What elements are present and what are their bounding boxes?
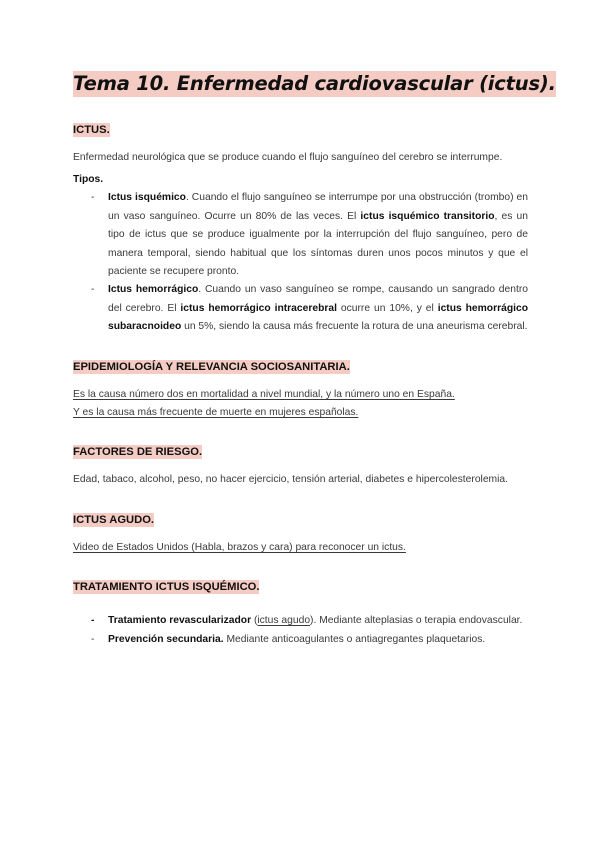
tipos-list	[73, 189, 528, 336]
ictus-definition: Enfermedad neurológica que se produce cuando el flujo sanguíneo del cerebro se interrumpe.	[73, 152, 503, 163]
list-item-prevencion	[73, 631, 528, 649]
term-ictus-hemorragico: Ictus hemorrágico	[108, 284, 199, 296]
list-item-hemorragico	[73, 281, 528, 336]
section-heading-ictus-agudo: ICTUS AGUDO.	[73, 513, 155, 526]
hemorragico-text-2: ocurre un 10%, y el	[337, 302, 438, 314]
epidemiologia-line-1[interactable]	[73, 386, 528, 404]
title-block	[73, 72, 556, 98]
prevencion-text: Mediante anticoagulantes o antiagregantes plaquetarios.	[223, 633, 486, 645]
section-agudo-heading-wrap	[73, 512, 528, 527]
dash-marker: -	[91, 633, 95, 645]
section-heading-ictus: ICTUS.	[73, 124, 110, 136]
dash-marker: -	[91, 615, 95, 627]
revasc-text-pre: (	[251, 615, 258, 627]
dash-marker: -	[91, 284, 95, 296]
epidemiologia-link-1[interactable]: Es la causa número dos en mortalidad a nivel mundial, y la número uno en España.	[73, 388, 455, 400]
section-ictus-heading-wrap	[73, 122, 528, 137]
document-content	[73, 72, 556, 649]
section-factores-heading-wrap	[73, 444, 528, 459]
epidemiologia-line-2[interactable]	[73, 404, 528, 422]
hemorragico-text-3: un 5%, siendo la causa más frecuente la rotura de una aneurisma cerebral.	[181, 321, 528, 333]
epidemiologia-link-2[interactable]: Y es la causa más frecuente de muerte en mujeres españolas.	[73, 407, 359, 419]
ictus-agudo-link[interactable]: ictus agudo	[257, 615, 311, 627]
section-heading-tratamiento: TRATAMIENTO ICTUS ISQUÉMICO.	[73, 581, 260, 594]
tratamiento-list	[73, 612, 528, 649]
isquemico-text-2: , es un tipo de ictus que se produce igualmente por la interrupción del flujo sanguíneo, pero de manera temporal, siendo habitual que los síntomas duren unos pocos minutos y que el paciente se recupere pronto.	[108, 210, 528, 278]
dash-marker: -	[91, 192, 95, 204]
list-item-isquemico	[73, 189, 528, 281]
term-ictus-isquemico-transitorio: ictus isquémico transitorio	[360, 210, 495, 222]
factores-text: Edad, tabaco, alcohol, peso, no hacer ejercicio, tensión arterial, diabetes e hipercolesterolemia.	[73, 474, 509, 486]
page-title: Tema 10. Enfermedad cardiovascular (ictus).	[73, 72, 556, 95]
section-heading-epidemiologia: EPIDEMIOLOGÍA Y RELEVANCIA SOCIOSANITARIA.	[73, 360, 350, 373]
revasc-text-post: ). Mediante alteplasias o terapia endovascular.	[310, 615, 523, 627]
section-epidemiologia-heading-wrap	[73, 359, 528, 374]
term-subaracnoideo: ictus hemorrágico subaracnoideo	[108, 302, 529, 333]
video-link[interactable]: Video de Estados Unidos (Habla, brazos y cara) para reconocer un ictus.	[73, 541, 406, 553]
list-item-revascularizador	[73, 612, 528, 630]
section-heading-factores: FACTORES DE RIESGO.	[73, 446, 203, 459]
hemorragico-text-1: . Cuando un vaso sanguíneo se rompe, causando un sangrado dentro del cerebro. El	[108, 284, 528, 314]
term-tratamiento-revascularizador: Tratamiento revascularizador	[108, 615, 252, 627]
term-prevencion-secundaria: Prevención secundaria.	[108, 633, 224, 645]
agudo-line[interactable]	[73, 539, 528, 557]
term-ictus-isquemico: Ictus isquémico	[108, 192, 186, 204]
term-intracerebral: ictus hemorrágico intracerebral	[180, 302, 337, 314]
tipos-label: Tipos.	[73, 174, 104, 186]
section-tratamiento-heading-wrap	[73, 579, 528, 594]
isquemico-text-1: . Cuando el flujo sanguíneo se interrumpe por una obstrucción (trombo) en un vaso sanguíneo. Ocurre un 80% de las veces. El	[108, 192, 528, 222]
